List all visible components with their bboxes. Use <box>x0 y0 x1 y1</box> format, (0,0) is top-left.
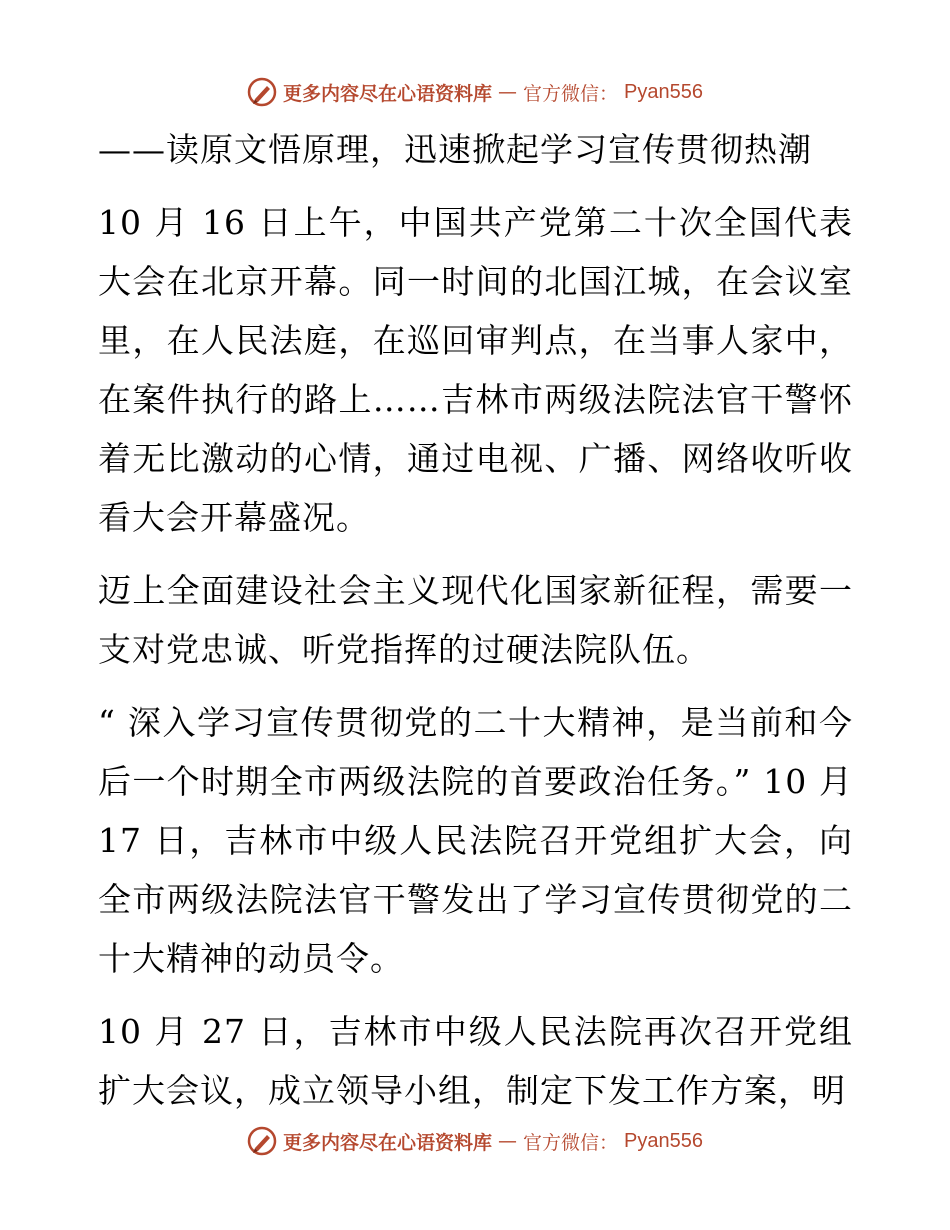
paragraph-3: “ 深入学习宣传贯彻党的二十大精神，是当前和今后一个时期全市两级法院的首要政治任务。” 10 月 17 日，吉林市中级人民法院召开党组扩大会，向全市两级法院法官干警发出了学习宣传贯彻党的二十大精神的动员令。 <box>98 703 853 978</box>
paragraph-4: 10 月 27 日，吉林市中级人民法院再次召开党组扩大会议，成立领导小组，制定下发工作方案，明 <box>98 1012 853 1110</box>
watermark-site-text: 更多内容尽在心语资料库 <box>283 82 493 105</box>
watermark-separator: — <box>498 1130 518 1152</box>
paragraph-2: 迈上全面建设社会主义现代化国家新征程，需要一支对党忠诚、听党指挥的过硬法院队伍。 <box>98 571 853 669</box>
watermark-separator: — <box>498 81 518 103</box>
document-body <box>98 120 853 1120</box>
watermark-account-id: Pyan556 <box>624 80 703 103</box>
watermark-official-label: 官方微信： <box>523 82 619 105</box>
header-watermark <box>0 72 950 112</box>
footer-watermark <box>0 1121 950 1161</box>
paragraph-1: 10 月 16 日上午，中国共产党第二十次全国代表大会在北京开幕。同一时间的北国江城，在会议室里，在人民法庭，在巡回审判点，在当事人家中，在案件执行的路上……吉林市两级法院法官干警怀着无比激动的心情，通过电视、广播、网络收听收看大会开幕盛况。 <box>98 203 853 537</box>
document-subtitle: ——读原文悟原理，迅速掀起学习宣传贯彻热潮 <box>98 130 812 169</box>
watermark-site-text: 更多内容尽在心语资料库 <box>283 1131 493 1154</box>
pen-logo-icon <box>247 1126 277 1156</box>
watermark-account-id: Pyan556 <box>624 1129 703 1152</box>
pen-logo-icon <box>247 77 277 107</box>
watermark-official-label: 官方微信： <box>523 1131 619 1154</box>
